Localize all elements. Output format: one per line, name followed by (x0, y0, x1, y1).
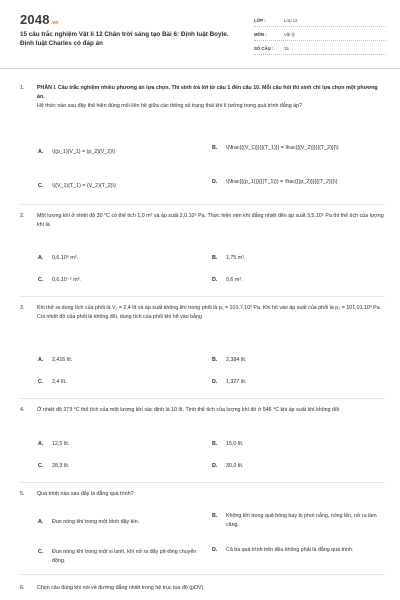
option-d[interactable]: D. 0,6 m³. (212, 277, 243, 283)
option-d[interactable]: D. \(\frac{{(p_1)}}{{(T_1)}} = \frac{{(p_2)}}{{(T_2)}}\) (212, 179, 338, 185)
question-separator (20, 482, 385, 483)
meta-row-class: LỚP : Lớp 12 (254, 14, 386, 27)
question-separator (20, 398, 385, 399)
option-a[interactable]: A. \((p_1)(V_1) = (p_2)(V_2)\) (38, 149, 116, 155)
option-b[interactable]: B. 15,0 lít. (212, 441, 244, 447)
option-b[interactable]: B. \(\frac{{(V_1)}}{{(T_1)}} = \frac{{(V_2)}}{{(T_2)}}\) (212, 145, 339, 151)
option-b[interactable]: B. Không khí trong quả bóng bay bị phơi nắng, nóng lên, nở ra làm căng. (212, 513, 377, 528)
option-c[interactable]: C. \((V_1)(T_1) = (V_2)(T_2)\) (38, 183, 116, 189)
option-c[interactable]: C. 2,4 lít. (38, 379, 67, 385)
option-d[interactable]: D. 1,327 lít. (212, 379, 247, 385)
question-text: Một lượng khí ở nhiệt độ 30 °C có thể tích 1,0 m³ và áp suất 2,0.10⁵ Pa. Thực hiện nén khí đẳng nhiệt đến áp suất 3,5.10⁵ Pa thì thể tích của lượng khí là (37, 213, 384, 228)
option-c[interactable]: C. 0,6.10⁻⁵ m³. (38, 277, 81, 283)
question-text: Chọn câu đúng khi nói về đường đẳng nhiệt trong hệ trục tọa độ (pOV). (37, 585, 205, 591)
question-separator (20, 204, 385, 205)
header-divider (0, 68, 400, 69)
question-text: Ở nhiệt độ 273 °C thể tích của một lượng khí xác định là 10 lít. Tính thể tích của lượng khí đó ở 546 °C khi áp suất khí không đổi (37, 407, 340, 413)
part-heading: PHẦN I. Câu trắc nghiệm nhiều phương án lựa chọn. Thí sinh trả lời từ câu 1 đến câu 10. Mỗi câu hỏi thí sinh chỉ lựa chọn một phương án. (37, 85, 378, 100)
option-a[interactable]: A. 12,5 lít. (38, 441, 70, 447)
option-a[interactable]: A. 0,6.10⁵ m³. (38, 255, 79, 261)
option-d[interactable]: D. 30,0 lít. (212, 463, 244, 469)
option-a[interactable]: A. Đun nóng khí trong một bình đậy kín. (38, 519, 140, 525)
site-logo[interactable]: 2048.vn (20, 12, 59, 27)
option-b[interactable]: B. 2,384 lít. (212, 357, 247, 363)
meta-info (254, 14, 386, 56)
question-separator (20, 574, 385, 575)
question-text: Hệ thức nào sau đây thể hiện đúng mối liên hệ giữa các thông số trạng thái khí lí tưởng trong quá trình đẳng áp? (37, 103, 303, 109)
option-a[interactable]: A. 2,416 lít. (38, 357, 73, 363)
meta-row-count: SỐ CÂU : 15 (254, 42, 386, 55)
page-header (0, 0, 400, 64)
question-text: Khi thở ra dung tích của phổi là V₁ = 2,4 lít và áp suất không khí trong phổi là p₁ = 101,7.10³ Pa. Khi hít vào áp suất của phổi là p₂ = 101,01.10³ Pa. Coi nhiệt độ của phổi là không đổi, dung tích của phổi khi hít vào bằng (37, 305, 382, 320)
meta-row-subject: MÔN : Vật lý (254, 28, 386, 41)
option-c[interactable]: C. 28,3 lít. (38, 463, 70, 469)
question-text: Quá trình nào sau đây là đẳng quá trình? (37, 491, 134, 497)
question-separator (20, 296, 385, 297)
option-b[interactable]: B. 1,75 m³. (212, 255, 246, 261)
option-d[interactable]: D. Cả ba quá trình trên đều không phải là đẳng quá trình. (212, 547, 354, 553)
document-title: 15 câu trắc nghiệm Vật lí 12 Chân trời sáng tạo Bài 6: Định luật Boyle. Định luật Charles có đáp án (20, 31, 229, 47)
option-c[interactable]: C. Đun nóng khí trong một xi lanh, khí nở ra đẩy pít-tông chuyển động. (38, 549, 197, 564)
